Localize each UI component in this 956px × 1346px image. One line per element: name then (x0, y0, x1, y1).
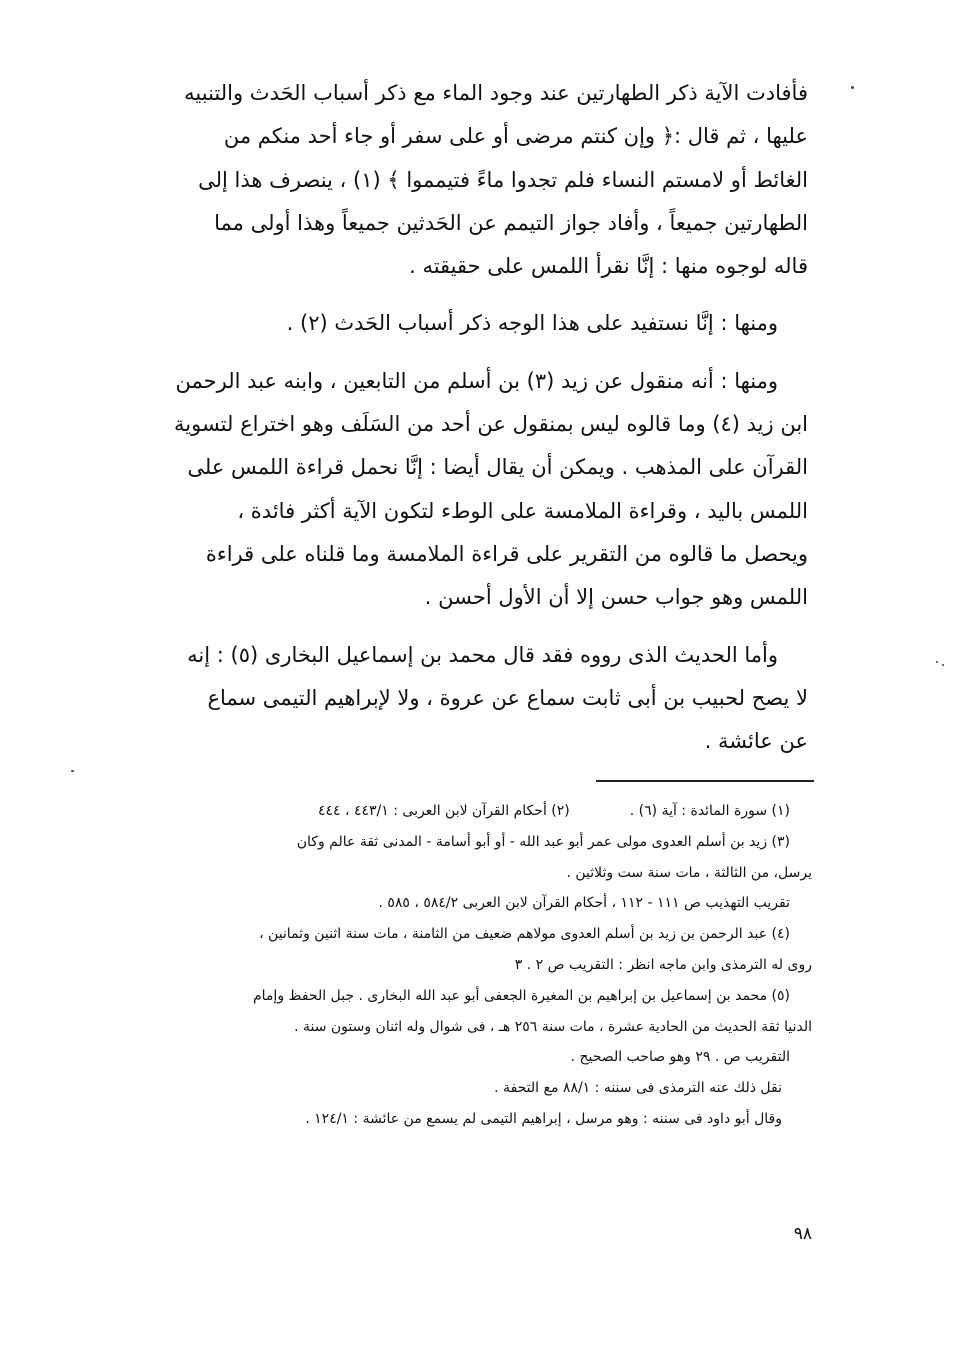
footnote-5-continued: الدنيا ثقة الحديث من الحادية عشرة ، مات سنة ٢٥٦ هـ ، فى شوال وله اثنان وستون سنة . (294, 1018, 812, 1035)
paragraph-1 (96, 72, 808, 288)
footnote-separator (596, 780, 814, 782)
text-line: قاله لوجوه منها : إنَّا نقرأ اللمس على حقيقته . (409, 254, 808, 279)
scan-speck (942, 664, 944, 666)
text-line: اللمس وهو جواب حسن إلا أن الأول أحسن . (424, 585, 808, 610)
text-line: ومنها : إنَّا نستفيد على هذا الوجه ذكر أسباب الحَدث (٢) . (286, 311, 778, 336)
footnote-5-reference: التقريب ص . ٢٩ وهو صاحب الصحيح . (570, 1049, 790, 1066)
footnote-2: (٢) أحكام القرآن لابن العربى : ٤٤٣/١ ، ٤٤٤ (318, 803, 570, 819)
text-line: ويحصل ما قالوه من التقرير على قراءة الملامسة وما قلناه على قراءة (205, 541, 808, 566)
footnote-line (96, 888, 812, 919)
text-line: عليها ، ثم قال :﴿ وإن كنتم مرضى أو على سفر أو جاء أحد منكم من (223, 124, 808, 149)
footnote-line (96, 981, 812, 1012)
text-line: فأفادت الآية ذكر الطهارتين عند وجود الماء مع ذكر أسباب الحَدث والتنبيه (184, 81, 808, 105)
footnote-line (96, 1104, 812, 1135)
footnote-3-reference: تقريب التهذيب ص ١١١ - ١١٢ ، أحكام القرآن لابن العربى ٥٨٤/٢ ، ٥٨٥ . (378, 895, 790, 912)
paragraph-3 (96, 360, 808, 620)
text-line: ومنها : أنه منقول عن زيد (٣) بن أسلم من التابعين ، وابنه عبد الرحمن (175, 368, 778, 393)
scan-speck (936, 661, 938, 663)
footnote-line (96, 1073, 812, 1104)
text-line: اللمس باليد ، وقراءة الملامسة على الوطء لتكون الآية أكثر فائدة ، (237, 498, 808, 523)
footnote-5-tirmidhi: نقل ذلك عنه الترمذى فى سننه : ٨٨/١ مع التحفة . (494, 1080, 782, 1097)
scan-speck (71, 770, 74, 772)
text-line: الغائط أو لامستم النساء فلم تجدوا ماءً فتيمموا ﴾ (١) ، ينصرف هذا إلى (198, 167, 808, 192)
footnote-line (96, 919, 812, 950)
footnote-line (96, 858, 812, 889)
footnote-line (96, 1042, 812, 1073)
footnote-5: (٥) محمد بن إسماعيل بن إبراهيم بن المغيرة الجعفى أبو عبد الله البخارى . جبل الحفظ وإمام (253, 987, 790, 1004)
text-line: وأما الحديث الذى رووه فقد قال محمد بن إسماعيل البخارى (٥) : إنه (187, 642, 778, 667)
main-text (96, 72, 808, 763)
footnote-line (96, 950, 812, 981)
text-line: لا يصح لحبيب بن أبى ثابت سماع عن عروة ، ولا لإبراهيم التيمى سماع (207, 685, 808, 710)
page-number: ٩٨ (793, 1224, 812, 1244)
text-line: الطهارتين جميعاً ، وأفاد جواز التيمم عن الحَدثين جميعاً وهذا أولى مما (214, 210, 808, 235)
text-line: ابن زيد (٤) وما قالوه ليس بمنقول عن أحد من السَلَف وهو اختراع لتسوية (174, 412, 808, 437)
footnote-4: (٤) عبد الرحمن بن زيد بن أسلم العدوى مولاهم ضعيف من الثامنة ، مات سنة اثنين وثمانين ، (259, 926, 790, 943)
footnote-5-abu-dawud: وقال أبو داود فى سننه : وهو مرسل ، إبراهيم التيمى لم يسمع من عائشة : ١٢٤/١ . (305, 1110, 782, 1127)
scan-speck (851, 86, 854, 89)
footnote-line (96, 796, 812, 827)
footnote-1: (١) سورة المائدة : آية (٦) . (629, 803, 790, 819)
footnote-3-continued: يرسل، من الثالثة ، مات سنة ست وثلاثين . (566, 864, 812, 881)
text-line: القرآن على المذهب . ويمكن أن يقال أيضا : إنَّا نحمل قراءة اللمس على (187, 455, 808, 480)
footnotes (96, 796, 812, 1135)
footnote-3: (٣) زيد بن أسلم العدوى مولى عمر أبو عبد الله - أو أبو أسامة - المدنى ثقة عالم وكان (296, 833, 790, 850)
footnote-line (96, 827, 812, 858)
footnote-4-continued: روى له الترمذى وابن ماجه انظر : التقريب ص ٢ . ٣ (514, 956, 812, 973)
paragraph-2 (96, 302, 808, 345)
text-line: عن عائشة . (704, 729, 808, 754)
footnote-line (96, 1012, 812, 1043)
paragraph-4 (96, 634, 808, 764)
